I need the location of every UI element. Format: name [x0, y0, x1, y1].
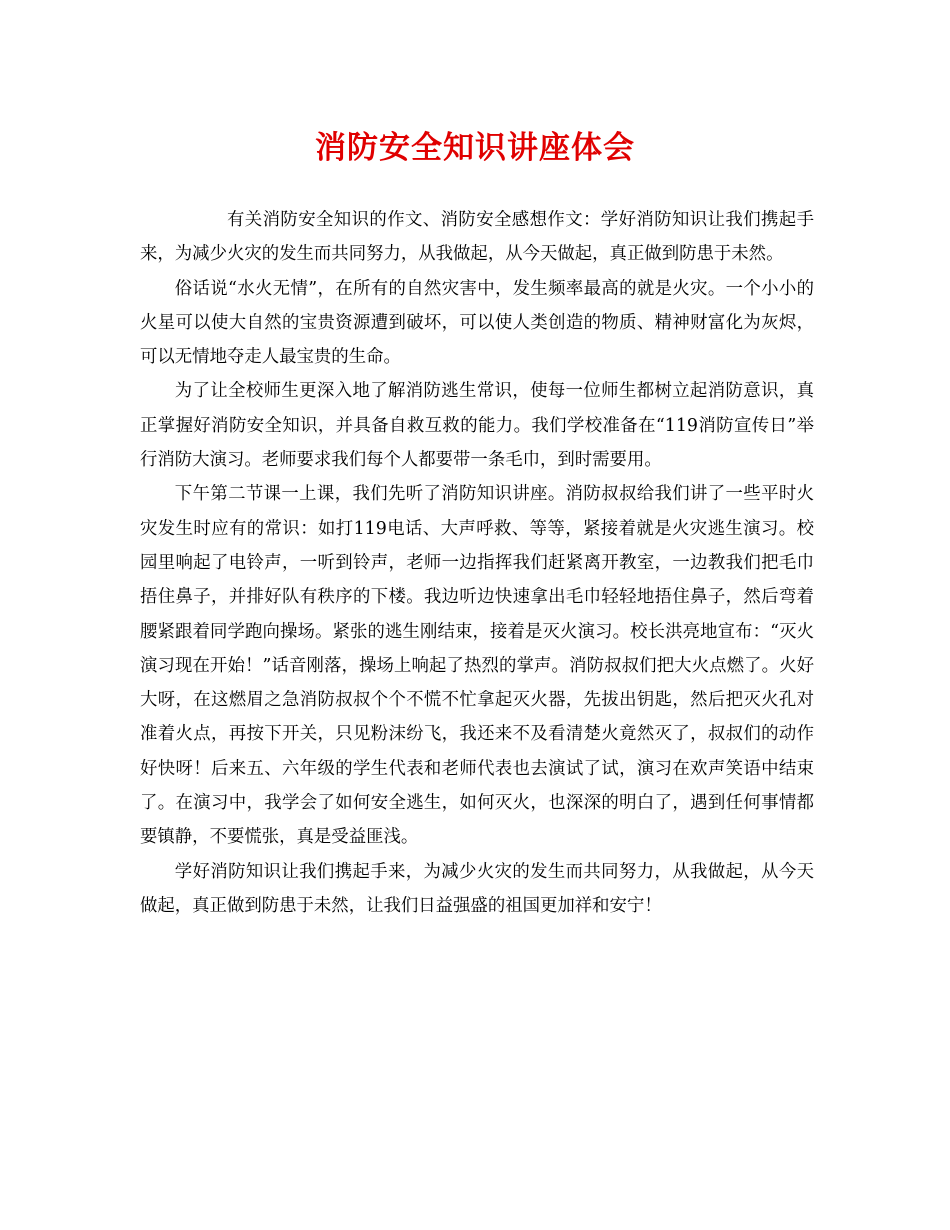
document-body [140, 203, 814, 923]
paragraph-proverb: 俗话说“水火无情”，在所有的自然灾害中，发生频率最高的就是火灾。一个小小的火星可以使大自然的宝贵资源遭到破坏，可以使人类创造的物质、精神财富化为灰烬，可以无情地夺走人最宝贵的生命。 [140, 278, 814, 368]
paragraph-drill: 下午第二节课一上课，我们先听了消防知识讲座。消防叔叔给我们讲了一些平时火灾发生时应有的常识：如打119电话、大声呼救、等等，紧接着就是火灾逃生演习。校园里响起了电铃声，一听到铃声，老师一边指挥我们赶紧离开教室，一边教我们把毛巾捂住鼻子，并排好队有秩序的下楼。我边听边快速拿出毛巾轻轻地捂住鼻子，然后弯着腰紧跟着同学跑向操场。紧张的逃生刚结束，接着是灭火演习。校长洪亮地宣布：“灭火演习现在开始！”话音刚落，操场上响起了热烈的掌声。消防叔叔们把大火点燃了。火好大呀，在这燃眉之急消防叔叔个个不慌不忙拿起灭火器，先拔出钥匙，然后把灭火孔对准着火点，再按下开关，只见粉沫纷飞，我还来不及看清楚火竟然灭了，叔叔们的动作好快呀！后来五、六年级的学生代表和老师代表也去演试了试，演习在欢声笑语中结束了。在演习中，我学会了如何安全逃生，如何灭火，也深深的明白了，遇到任何事情都要镇静，不要慌张，真是受益匪浅。 [140, 484, 814, 848]
paragraph-intro: 有关消防安全知识的作文、消防安全感想作文：学好消防知识让我们携起手来，为减少火灾的发生而共同努力，从我做起，从今天做起，真正做到防患于未然。 [140, 210, 814, 265]
paragraph-conclusion: 学好消防知识让我们携起手来，为减少火灾的发生而共同努力，从我做起，从今天做起，真正做到防患于未然，让我们日益强盛的祖国更加祥和安宁！ [140, 861, 814, 916]
paragraph-purpose: 为了让全校师生更深入地了解消防逃生常识，使每一位师生都树立起消防意识，真正掌握好消防安全知识，并具备自救互救的能力。我们学校准备在“119消防宣传日”举行消防大演习。老师要求我们每个人都要带一条毛巾，到时需要用。 [140, 381, 814, 471]
document-title: 消防安全知识讲座体会 [315, 130, 635, 166]
